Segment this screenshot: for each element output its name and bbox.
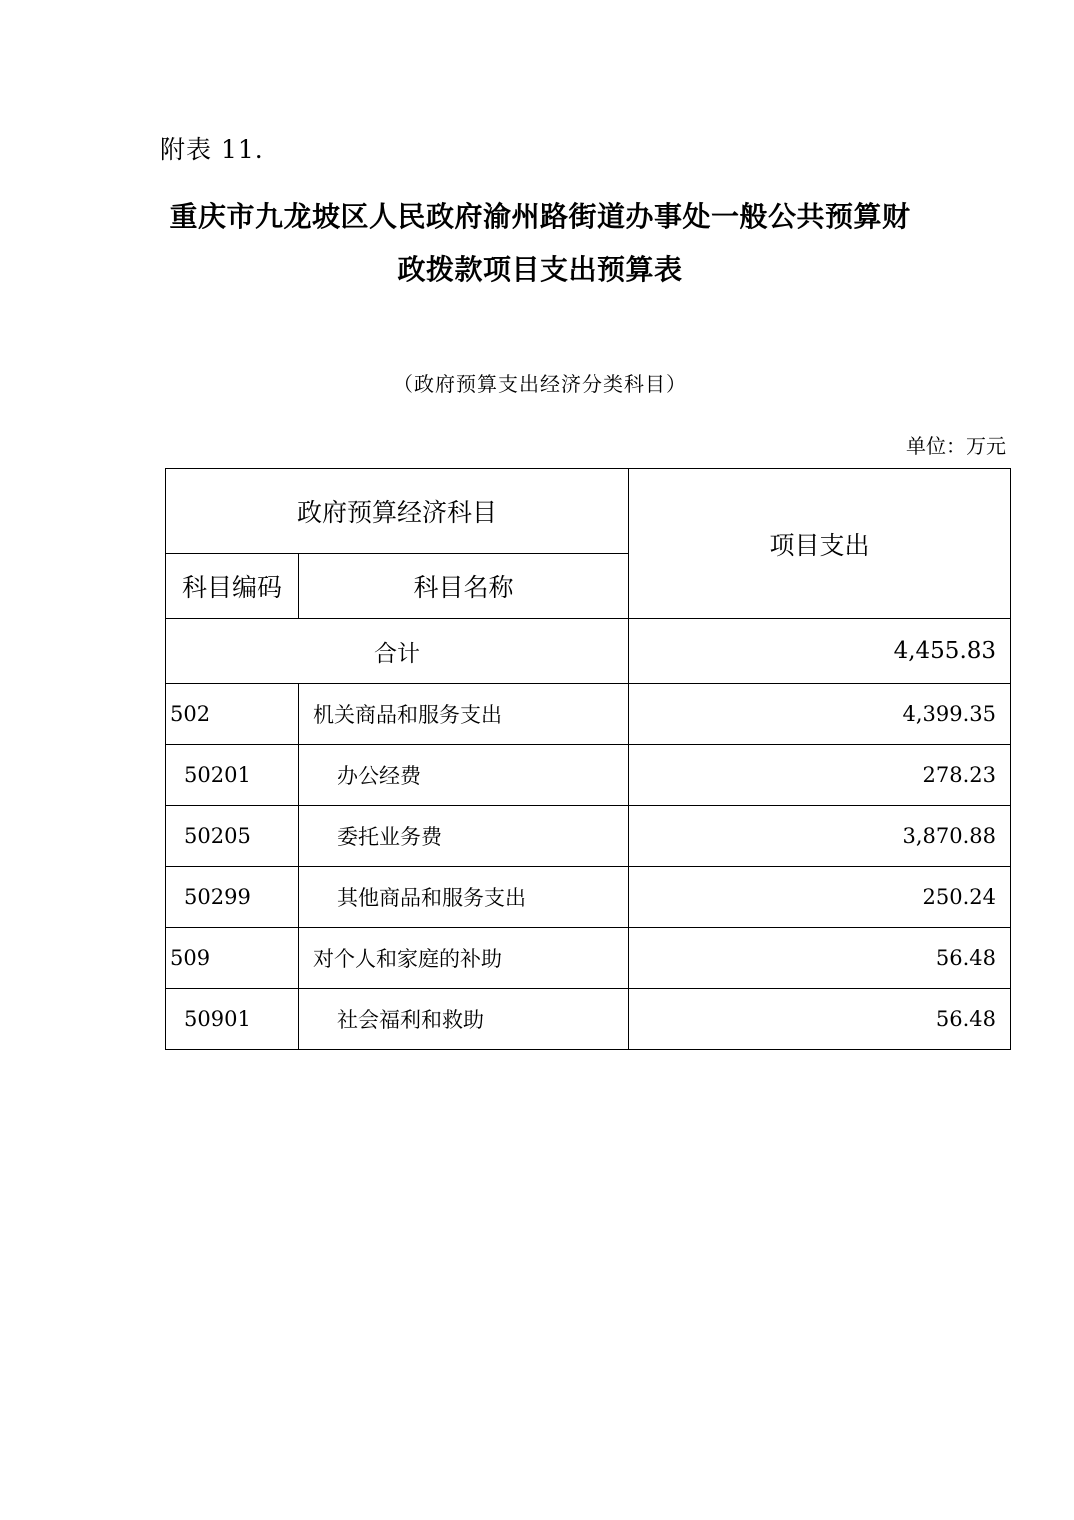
row-code: 502	[166, 684, 299, 745]
total-label: 合计	[166, 619, 629, 684]
budget-table	[165, 468, 1011, 1050]
row-value: 3,870.88	[629, 806, 1011, 867]
row-code: 50901	[166, 989, 299, 1050]
row-value: 56.48	[629, 989, 1011, 1050]
table-row	[166, 684, 1011, 745]
header-subject-name: 科目名称	[299, 554, 629, 619]
row-value: 56.48	[629, 928, 1011, 989]
page-subtitle: （政府预算支出经济分类科目）	[393, 372, 687, 396]
table-header-row-1	[166, 469, 1011, 554]
header-group-economic-subject: 政府预算经济科目	[166, 469, 629, 554]
header-subject-code: 科目编码	[166, 554, 299, 619]
row-name: 其他商品和服务支出	[299, 867, 629, 928]
unit-note: 单位：万元	[906, 434, 1006, 458]
row-name: 对个人和家庭的补助	[299, 928, 629, 989]
row-code: 50201	[166, 745, 299, 806]
table-row	[166, 867, 1011, 928]
row-value: 278.23	[629, 745, 1011, 806]
row-value: 4,399.35	[629, 684, 1011, 745]
row-value: 250.24	[629, 867, 1011, 928]
row-name: 机关商品和服务支出	[299, 684, 629, 745]
table-row	[166, 806, 1011, 867]
table-row	[166, 989, 1011, 1050]
page-title: 重庆市九龙坡区人民政府渝州路街道办事处一般公共预算财政拨款项目支出预算表	[169, 200, 911, 287]
row-code: 50299	[166, 867, 299, 928]
table-row	[166, 928, 1011, 989]
table-row	[166, 745, 1011, 806]
row-name: 社会福利和救助	[299, 989, 629, 1050]
row-name: 委托业务费	[299, 806, 629, 867]
row-code: 509	[166, 928, 299, 989]
header-project-expenditure: 项目支出	[629, 469, 1011, 619]
total-value: 4,455.83	[629, 619, 1011, 684]
attachment-label: 附表 11.	[160, 135, 264, 164]
table-row-total	[166, 619, 1011, 684]
row-code: 50205	[166, 806, 299, 867]
row-name: 办公经费	[299, 745, 629, 806]
